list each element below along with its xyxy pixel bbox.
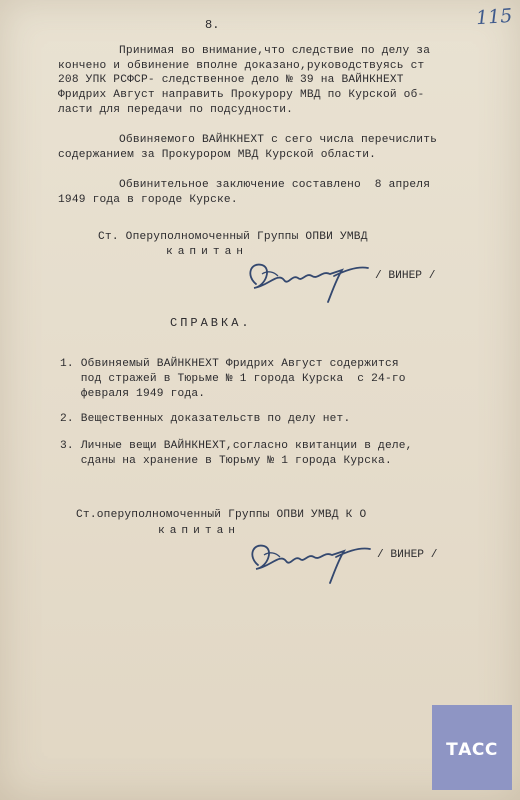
handwritten-signature-2 bbox=[240, 537, 380, 587]
paragraph2-line2: содержанием за Прокурором МВД Курской области. bbox=[58, 149, 377, 161]
paragraph1-line3: 208 УПК РСФСР- следственное дело № 39 на ВАЙНКНЕХТ bbox=[58, 74, 404, 86]
certificate-item3-line1: 3. Личные вещи ВАЙНКНЕХТ,согласно квитанции в деле, bbox=[60, 440, 413, 452]
paragraph2-line1: Обвиняемого ВАЙНКНЕХТ с сего числа перечислить bbox=[119, 134, 438, 146]
signature2-rank: капитан bbox=[158, 525, 240, 537]
signature2-title: Ст.оперуполномоченный Группы ОПВИ УМВД К О bbox=[76, 509, 367, 521]
certificate-item1-line2: под стражей в Тюрьме № 1 города Курска с 24-го bbox=[60, 373, 406, 385]
paragraph1-line2: кончено и обвинение вполне доказано,руководствуясь ст bbox=[58, 60, 425, 72]
signature2-name: / ВИНЕР / bbox=[377, 549, 438, 561]
paragraph1-line4: Фридрих Август направить Прокурору МВД по Курской об- bbox=[58, 89, 425, 101]
paragraph1-line1: Принимая во внимание,что следствие по делу за bbox=[119, 45, 431, 57]
certificate-item2: 2. Вещественных доказательств по делу нет. bbox=[60, 413, 351, 425]
page-number: 8. bbox=[205, 18, 220, 32]
paragraph3-line2: 1949 года в городе Курске. bbox=[58, 194, 238, 206]
handwritten-signature-1 bbox=[238, 256, 378, 306]
signature1-name: / ВИНЕР / bbox=[375, 270, 436, 282]
signature1-rank: капитан bbox=[166, 246, 248, 258]
signature1-title: Ст. Оперуполномоченный Группы ОПВИ УМВД bbox=[98, 231, 368, 243]
paragraph3-line1: Обвинительное заключение составлено 8 апреля bbox=[119, 179, 431, 191]
certificate-item1-line3: февраля 1949 года. bbox=[60, 388, 206, 400]
certificate-item1-line1: 1. Обвиняемый ВАЙНКНЕХТ Фридрих Август содержится bbox=[60, 358, 399, 370]
tass-logo-text: ТАСС bbox=[446, 740, 498, 760]
certificate-heading: СПРАВКА. bbox=[170, 316, 252, 330]
paragraph1-line5: ласти для передачи по подсудности. bbox=[58, 104, 294, 116]
archive-number: 115 bbox=[475, 4, 513, 30]
certificate-item3-line2: сданы на хранение в Тюрьму № 1 города Курска. bbox=[60, 455, 392, 467]
tass-logo bbox=[432, 705, 512, 790]
